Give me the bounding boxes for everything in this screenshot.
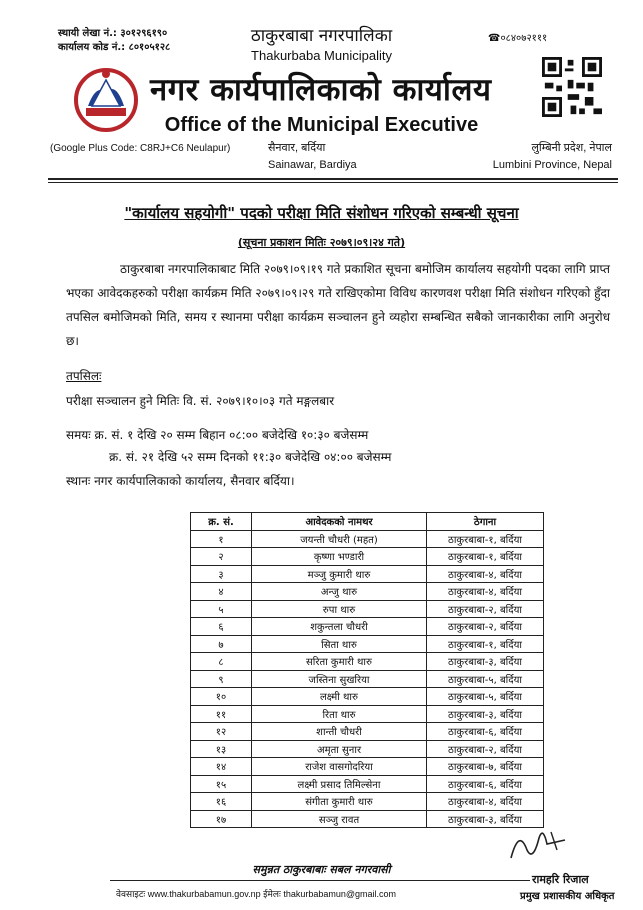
row-address: ठाकुरबाबा-७, बर्दिया (427, 758, 544, 776)
row-address: ठाकुरबाबा-३, बर्दिया (427, 705, 544, 723)
google-plus-code: (Google Plus Code: C8RJ+C6 Neulapur) (50, 143, 231, 154)
header-divider (48, 178, 618, 180)
municipality-name-np: ठाकुरबाबा नगरपालिका (250, 26, 393, 46)
address-en: Sainawar, Bardiya (268, 159, 357, 171)
col-name: आवेदकको नामथर (252, 513, 427, 531)
row-serial: ५ (191, 600, 252, 618)
applicant-rows (191, 530, 544, 828)
row-serial: १० (191, 688, 252, 706)
address-np: सैनवार, बर्दिया (268, 142, 326, 154)
table-row (191, 600, 544, 618)
office-name-np: नगर कार्यपालिकाको कार्यालय (150, 72, 492, 108)
row-address: ठाकुरबाबा-५, बर्दिया (427, 688, 544, 706)
table-row (191, 653, 544, 671)
row-name: सिता थारु (252, 635, 427, 653)
signature-icon (505, 820, 575, 865)
row-serial: ९ (191, 670, 252, 688)
row-address: ठाकुरबाबा-४, बर्दिया (427, 583, 544, 601)
table-row (191, 548, 544, 566)
applicant-table (190, 512, 544, 828)
exam-venue: स्थानः नगर कार्यपालिकाको कार्यालय, सैनवार बर्दिया। (66, 474, 295, 488)
table-row (191, 740, 544, 758)
row-serial: ३ (191, 565, 252, 583)
office-name-en: Office of the Municipal Executive (164, 114, 479, 136)
signer-title: प्रमुख प्रशासकीय अधिकृत (520, 891, 615, 902)
municipality-name-en: Thakurbaba Municipality (251, 48, 392, 63)
footer-contact: वेवसाइटः www.thakurbabamun.gov.np ईमेलः thakurbabamun@gmail.com (116, 889, 397, 899)
row-name: लक्ष्मी थारु (252, 688, 427, 706)
table-row (191, 670, 544, 688)
notice-title: "कार्यालय सहयोगी" पदको परीक्षा मिति संशोधन गरिएको सम्बन्धी सूचना (124, 204, 519, 222)
col-address: ठेगाना (427, 513, 544, 531)
row-name: राजेश वासगोदरिया (252, 758, 427, 776)
row-serial: २ (191, 548, 252, 566)
row-name: अमृता सुनार (252, 740, 427, 758)
table-row (191, 705, 544, 723)
signer-name: रामहरि रिजाल (532, 873, 589, 886)
row-address: ठाकुरबाबा-१, बर्दिया (427, 530, 544, 548)
footer-slogan: समुन्नत ठाकुरबाबाः सबल नगरवासी (252, 863, 391, 876)
province-block (486, 140, 612, 174)
table-row (191, 688, 544, 706)
phone-number: ☎०८४०७२१११ (488, 33, 548, 44)
table-row (191, 565, 544, 583)
details-label: तपसिलः (66, 369, 102, 383)
row-serial: १ (191, 530, 252, 548)
row-serial: १५ (191, 775, 252, 793)
office-code: कार्यालय कोड नं.: ८०१०५१२८ (58, 42, 171, 53)
row-address: ठाकुरबाबा-६, बर्दिया (427, 775, 544, 793)
table-row (191, 758, 544, 776)
header-divider-thin (48, 182, 618, 183)
table-row (191, 793, 544, 811)
row-name: अन्जु थारु (252, 583, 427, 601)
row-address: ठाकुरबाबा-२, बर्दिया (427, 740, 544, 758)
row-serial: १२ (191, 723, 252, 741)
row-serial: ८ (191, 653, 252, 671)
row-serial: १६ (191, 793, 252, 811)
row-name: जस्तिना सुखरिया (252, 670, 427, 688)
row-name: लक्ष्मी प्रसाद तिमिल्सेना (252, 775, 427, 793)
row-name: जयन्ती चौधरी (महत) (252, 530, 427, 548)
row-serial: ११ (191, 705, 252, 723)
row-address: ठाकुरबाबा-१, बर्दिया (427, 548, 544, 566)
row-name: कृष्णा भण्डारी (252, 548, 427, 566)
exam-time-group1: समयः क्र. सं. १ देखि २० सम्म बिहान ०८:०० बजेदेखि १०:३० बजेसम्म (66, 428, 369, 442)
row-serial: ७ (191, 635, 252, 653)
row-name: शकुन्तला चौधरी (252, 618, 427, 636)
table-row (191, 618, 544, 636)
row-address: ठाकुरबाबा-४, बर्दिया (427, 793, 544, 811)
notice-publish-date: (सूचना प्रकाशन मितिः २०७९।०९।२४ गते) (237, 236, 406, 249)
row-serial: १४ (191, 758, 252, 776)
row-address: ठाकुरबाबा-२, बर्दिया (427, 600, 544, 618)
account-number: स्थायी लेखा नं.: ३०१२९६१९० (58, 28, 168, 39)
col-serial: क्र. सं. (191, 513, 252, 531)
row-address: ठाकुरबाबा-१, बर्दिया (427, 635, 544, 653)
exam-time-group2: क्र. सं. २१ देखि ५२ सम्म दिनको ११:३० बजेदेखि ०४:०० बजेसम्म (109, 450, 392, 464)
row-serial: ६ (191, 618, 252, 636)
table-row (191, 810, 544, 828)
table-row (191, 635, 544, 653)
row-serial: १७ (191, 810, 252, 828)
row-address: ठाकुरबाबा-४, बर्दिया (427, 565, 544, 583)
row-serial: १३ (191, 740, 252, 758)
row-name: शान्ती चौधरी (252, 723, 427, 741)
row-address: ठाकुरबाबा-२, बर्दिया (427, 618, 544, 636)
notice-body: ठाकुरबाबा नगरपालिकाबाट मिति २०७९।०९।१९ गते प्रकाशित सूचना बमोजिम कार्यालय सहयोगी पदका लागि प्राप्त भएका आवेदकहरुको परीक्षा कार्यक्रम मिति २०७९।०९।२९ गते राखिएकोमा विविध कारणवश परीक्षा मिति संशोधन गरिएको हुँदा तपसिल बमोजिमको मिति, समय र स्थानमा परीक्षा कार्यक्रम सञ्चालन हुने व्यहोरा सम्बन्धित सबैको जानकारीका लागि अनुरोध छ। (66, 262, 610, 348)
row-address: ठाकुरबाबा-३, बर्दिया (427, 653, 544, 671)
row-name: रुपा थारु (252, 600, 427, 618)
row-name: सञ्जु रावत (252, 810, 427, 828)
qr-code-icon (542, 57, 602, 117)
row-address: ठाकुरबाबा-५, बर्दिया (427, 670, 544, 688)
footer-divider (110, 880, 530, 881)
row-address: ठाकुरबाबा-३, बर्दिया (427, 810, 544, 828)
address-block (268, 140, 357, 174)
row-name: रिता थारु (252, 705, 427, 723)
row-name: संगीता कुमारी थारु (252, 793, 427, 811)
row-serial: ४ (191, 583, 252, 601)
table-row (191, 723, 544, 741)
exam-date: परीक्षा सञ्चालन हुने मितिः वि. सं. २०७९।१०।०३ गते मङ्गलबार (66, 394, 335, 408)
row-name: मञ्जु कुमारी थारु (252, 565, 427, 583)
row-address: ठाकुरबाबा-६, बर्दिया (427, 723, 544, 741)
table-header-row (191, 513, 544, 531)
province-en: Lumbini Province, Nepal (492, 159, 612, 171)
table-row (191, 530, 544, 548)
province-np: लुम्बिनी प्रदेश, नेपाल (531, 142, 612, 154)
table-row (191, 775, 544, 793)
row-name: सरिता कुमारी थारु (252, 653, 427, 671)
table-row (191, 583, 544, 601)
